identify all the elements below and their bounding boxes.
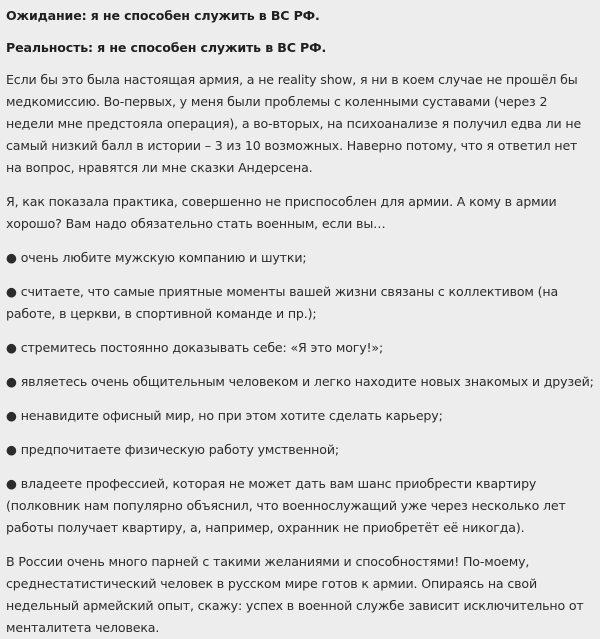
intro-paragraph: Если бы это была настоящая армия, а не reality show, я ни в коем случае не прошёл бы медкомиссию. Во-первых, у меня были проблемы с коленными суставами (через 2 недели мне предстояла операция), а во-вторых, на психоанализе я получил едва ли не самый низкий балл в истории – 3 из 10 возможных. Наверно потому, что я ответил нет на вопрос, нравятся ли мне сказки Андерсена.: [6, 72, 582, 175]
list-item: ● предпочитаете физическую работу умственной;: [6, 442, 339, 457]
list-item: ● стремитесь постоянно доказывать себе: «Я это могу!»;: [6, 340, 384, 355]
expectation-heading: Ожидание: я не способен служить в ВС РФ.: [6, 8, 320, 23]
list-item: ● являетесь очень общительным человеком и легко находите новых знакомых и друзей;: [6, 374, 594, 389]
list-item: ● считаете, что самые приятные моменты вашей жизни связаны с коллективом (на работе, в церкви, в спортивной команде и пр.);: [6, 284, 559, 321]
reality-heading: Реальность: я не способен служить в ВС РФ.: [6, 40, 327, 55]
list-item: ● владеете профессией, которая не может дать вам шанс приобрести квартиру (полковник нам популярно объяснил, что военнослужащий уже через несколько лет работы получает квартиру, а, например, охранник не приобретёт её никогда).: [6, 476, 566, 535]
list-item: ● ненавидите офисный мир, но при этом хотите сделать карьеру;: [6, 408, 443, 423]
closing-paragraph: В России очень много парней с такими желаниями и способностями! По-моему, среднестатистический человек в русском мире готов к армии. Опираясь на свой недельный армейский опыт, скажу: успех в военной службе зависит исключительно от менталитета человека.: [6, 554, 584, 635]
list-item: ● очень любите мужскую компанию и шутки;: [6, 250, 307, 265]
practice-paragraph: Я, как показала практика, совершенно не приспособлен для армии. А кому в армии хорошо? Вам надо обязательно стать военным, если вы…: [6, 194, 557, 231]
